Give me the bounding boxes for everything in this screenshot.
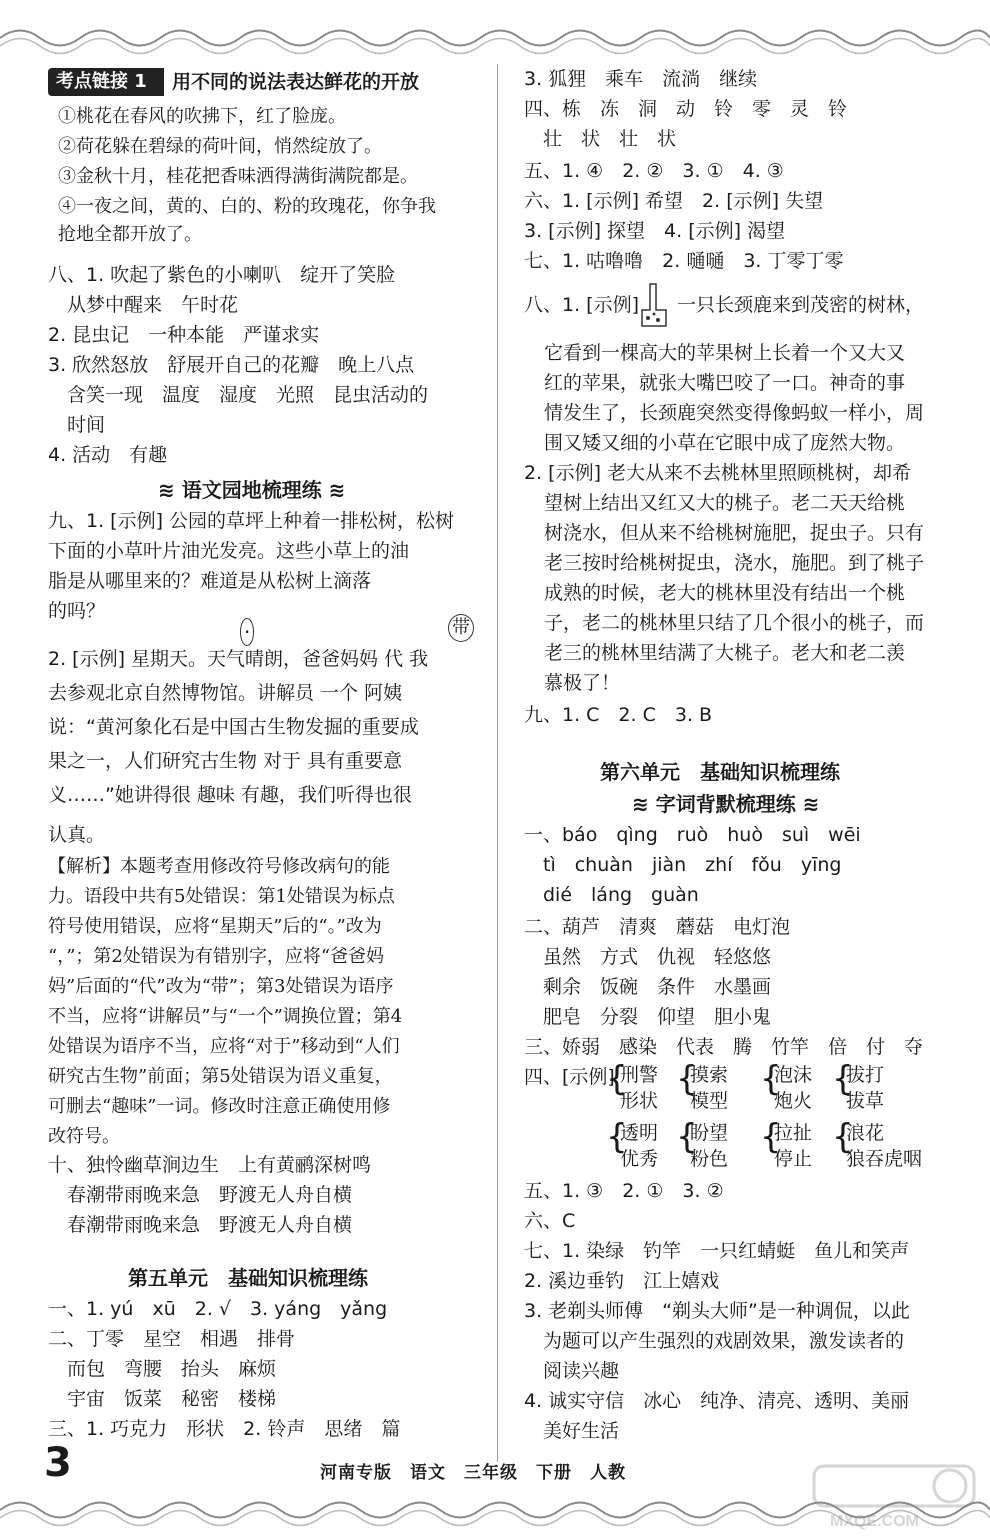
answer-line: 它看到一棵高大的苹果树上长着一个又大又 bbox=[544, 342, 906, 364]
answer-line: 说：“黄河象化石是中国古生物发掘的重要成 bbox=[48, 716, 419, 738]
insert-mark bbox=[240, 618, 254, 646]
answer-line: 五、1. ④ 2. ② 3. ① 4. ③ bbox=[524, 160, 784, 182]
answer-line: 4. 活动 有趣 bbox=[48, 444, 168, 466]
key-point-badge: 考点链接 1 bbox=[48, 68, 164, 96]
section-title: ≋ 字词背默梳理练 ≋ bbox=[632, 792, 820, 816]
answer-line: 果之一，人们研究古生物 对于 具有重要意 bbox=[48, 750, 403, 772]
top-wave-border bbox=[0, 18, 990, 58]
answer-line: 3. 欣然怒放 舒展开自己的花瓣 晚上八点 bbox=[48, 354, 415, 376]
column-divider bbox=[497, 64, 498, 1462]
answer-line: 脂是从哪里来的？难道是从松树上滴落 bbox=[48, 570, 372, 592]
answer-line: 2. [示例] 老大从来不去桃林里照顾桃树，却希 bbox=[524, 462, 912, 484]
handwritten-line: ②荷花躲在碧绿的荷叶间，悄然绽放了。 bbox=[58, 136, 382, 157]
answer-line: 望树上结出又红又大的桃子。老二天天给桃 bbox=[544, 492, 906, 514]
answer-line: 树浇水，但从来不给桃树施肥，捉虫子。只有 bbox=[544, 522, 925, 544]
insert-mark bbox=[448, 614, 474, 642]
pinyin-line: tì chuàn jiàn zhí fǒu yīng bbox=[524, 854, 842, 876]
answer-line: 2. 昆虫记 一种本能 严谨求实 bbox=[48, 324, 320, 346]
answer-line: 二、葫芦 清爽 蘑菇 电灯泡 bbox=[524, 916, 791, 938]
svg-text:MXQE.COM: MXQE.COM bbox=[830, 1513, 919, 1530]
handwritten-line: 抢地全都开放了。 bbox=[58, 224, 202, 245]
analysis-line: 处错误为语序不当，应将“对于”移动到“人们 bbox=[48, 1036, 400, 1057]
answer-line: 六、1. [示例] 希望 2. [示例] 失望 bbox=[524, 190, 824, 212]
page-number: 3 bbox=[44, 1440, 72, 1486]
section-title: ≋ 语文园地梳理练 ≋ bbox=[158, 478, 346, 502]
answer-line: 六、C bbox=[524, 1210, 576, 1232]
answer-line: 红的苹果，就张大嘴巴咬了一口。神奇的事 bbox=[544, 372, 906, 394]
analysis-line: 不当，应将“讲解员”与“一个”调换位置；第4 bbox=[48, 1006, 403, 1027]
answer-line: 二、丁零 星空 相遇 排骨 bbox=[48, 1328, 296, 1350]
poem-line: 春潮带雨晚来急 野渡无人舟自横 bbox=[48, 1214, 353, 1236]
poem-line: 十、独怜幽草涧边生 上有黄鹂深树鸣 bbox=[48, 1154, 372, 1176]
watermark-icon bbox=[810, 1462, 980, 1532]
answer-line: 成熟的时候，老大的桃林里没有结出一个桃 bbox=[544, 582, 906, 604]
handwritten-line: ④一夜之间，黄的、白的、粉的玫瑰花，你争我 bbox=[58, 196, 436, 217]
handwritten-line: ③金秋十月，桂花把香味洒得满街满院都是。 bbox=[58, 166, 418, 187]
answer-line: 2. 溪边垂钓 江上嬉戏 bbox=[524, 1270, 720, 1292]
answer-line: 慕极了！ bbox=[544, 672, 621, 694]
answer-line: 剩余 饭碗 条件 水墨画 bbox=[524, 976, 772, 998]
answer-line: 八、1. 吹起了紫色的小喇叭 绽开了笑脸 bbox=[48, 264, 396, 286]
answer-line: 五、1. ③ 2. ① 3. ② bbox=[524, 1180, 724, 1202]
analysis-line: 可删去“趣味”一词。修改时注意正确使用修 bbox=[48, 1096, 391, 1117]
answer-line: 而包 弯腰 抬头 麻烦 bbox=[48, 1358, 277, 1380]
answer-line: 七、1. 咕噜噜 2. 嗵嗵 3. 丁零丁零 bbox=[524, 250, 844, 272]
answer-line: 情发生了，长颈鹿突然变得像蚂蚁一样小，周 bbox=[544, 402, 925, 424]
analysis-line: 符号使用错误，应将“星期天”后的“。”改为 bbox=[48, 916, 382, 937]
poem-line: 春潮带雨晚来急 野渡无人舟自横 bbox=[48, 1184, 353, 1206]
answer-line: 一、1. yú xū 2. √ 3. yáng yǎng bbox=[48, 1298, 388, 1320]
dot-annotation: · bbox=[240, 618, 254, 646]
answer-line: 老三的桃林里结满了大桃子。老大和老二羡 bbox=[544, 642, 906, 664]
answer-line: 认真。 bbox=[48, 824, 106, 846]
q4-lead: 四、[示例] bbox=[524, 1066, 615, 1088]
unit-title: 第六单元 基础知识梳理练 bbox=[600, 760, 840, 784]
footer-edition: 河南专版 语文 三年级 下册 人教 bbox=[320, 1463, 626, 1483]
dai-annotation: 带 bbox=[448, 614, 474, 642]
answer-line: 美好生活 bbox=[524, 1420, 620, 1442]
answer-line: 的吗？ bbox=[48, 600, 106, 622]
answer-line: 八、1. [示例] 一只长颈鹿来到茂密的树林， bbox=[524, 294, 924, 316]
answer-line: 2. [示例] 星期天。天气晴朗，爸爸妈妈 代 我 bbox=[48, 648, 429, 670]
answer-line: 为题可以产生强烈的戏剧效果，激发读者的 bbox=[524, 1330, 905, 1352]
pinyin-line: 一、báo qìng ruò huò suì wēi bbox=[524, 824, 861, 846]
answer-line: 时间 bbox=[48, 414, 106, 436]
answer-line: 去参观北京自然博物馆。讲解员 一个 阿姨 bbox=[48, 682, 403, 704]
answer-line: 子，老二的桃林里只结了几个很小的桃子，而 bbox=[544, 612, 925, 634]
answer-line: 3. 老剃头师傅 “剃头大师”是一种调侃，以此 bbox=[524, 1300, 910, 1322]
answer-line: 三、娇弱 感染 代表 腾 竹竿 倍 付 夺 bbox=[524, 1036, 924, 1058]
answer-line: 含笑一现 温度 湿度 光照 昆虫活动的 bbox=[48, 384, 429, 406]
analysis-line: 力。语段中共有5处错误：第1处错误为标点 bbox=[48, 886, 395, 907]
answer-line: 义……”她讲得很 趣味 有趣，我们听得也很 bbox=[48, 784, 412, 806]
analysis-line: 【解析】本题考查用修改符号修改病句的能 bbox=[48, 856, 390, 877]
answer-page: 考点链接 1 用不同的说法表达鲜花的开放 ①桃花在春风的吹拂下，红了脸庞。 ②荷花躲在碧绿的荷叶间，悄然绽放了。 ③金秋十月，桂花把香味洒得满街满院都是。 ④一夜之间，黄的、白的、粉的玫瑰花，你争我 抢地全都开放了。 八、1. 吹起了紫色的小喇叭 绽开了笑脸 从梦中醒来 午时花 2. 昆虫记 一种本能 严谨求实 3. 欣然怒放 舒展开自己的花瓣 晚上八点 含笑一现 温度 湿度 光照 昆虫活动的 时间 4. 活动 有趣 ≋ 语文园地梳理练 ≋ 九、1. [示例] 公园的草坪上种着一排松树，松树 下面的小草叶片油光发亮。这些小草上的油 脂是从哪里来的？难道是从松树上滴落 的吗？ · 带 2. [示例] 星期天。天气晴朗，爸爸妈妈 代 我 去参观北京自然博物馆。讲解员 一个 阿姨 说：“黄河象化石是中国古生物发掘的重要成 果之一，人们研究古生物 对于 具有重要意 义……”她讲得很 趣味 有趣，我们听得也很 认真。 【解析】本题考查用修改符号修改病句的能 力。语段中共有5处错误：第1处错误为标点 符号使用错误，应将“星期天”后的“。”改为 “，”；第2处错误为有错别字，应将“爸爸妈 妈”后面的“代”改为“带”；第3处错误为语序 不当，应将“讲解员”与“一个”调换位置；第4 处错误为语序不当，应将“对于”移动到“人们 研究古生物”前面；第5处错误为语义重复， 可删去“趣味”一词。修改时注意正确使用修 改符号。 十、独怜幽草涧边生 上有黄鹂深树鸣 春潮带雨晚来急 野渡无人舟自横 春潮带雨晚来急 野渡无人舟自横 第五单元 基础知识梳理练 一、1. yú xū 2. √ 3. yáng yǎng 二、丁零 星空 相遇 排骨 而包 弯腰 抬头 麻烦 宇宙 饭菜 秘密 楼梯 三、1. 巧克力 形状 2. 铃声 思绪 篇 3. 狐狸 乘车 流淌 继续 四、栋 冻 洞 动 铃 零 灵 铃 壮 状 壮 状 五、1. ④ 2. ② 3. ① 4. ③ 六、1. [示例] 希望 2. [示例] 失望 3. [示例] 探望 4. [示例] 渴望 七、1. 咕噜噜 2. 嗵嗵 3. 丁零丁零 八、1. [示例] 一只长颈鹿来到茂密的树林， 它看到一棵高大的苹果树上长着一个又大又 红的苹果，就张大嘴巴咬了一口。神奇的事 情发生了，长颈鹿突然变得像蚂蚁一样小，周 围又矮又细的小草在它眼中成了庞然大物。 2. [示例] 老大从来不去桃林里照顾桃树，却希 望树上结出又红又大的桃子。老二天天给桃 树浇水，但从来不给桃树施肥，捉虫子。只有 老三按时给桃树捉虫，浇水，施肥。到了桃子 成熟的时候，老大的桃林里没有结出一个桃 子，老二的桃林里只结了几个很小的桃子，而 老三的桃林里结满了大桃子。老大和老二羡 慕极了！ 九、1. C 2. C 3. B 第六单元 基础知识梳理练 ≋ 字词背默梳理练 ≋ 一、báo qìng ruò huò suì wēi tì chuàn jiàn zhí fǒu yīng dié láng guàn 二、葫芦 清爽 蘑菇 电灯泡 虽然 方式 仇视 轻悠悠 剩余 饭碗 条件 水墨画 肥皂 分裂 仰望 胆小鬼 三、娇弱 感染 代表 腾 竹竿 倍 付 夺 四、[示例] { 刑警 形状 { 摸索 模型 { 泡沫 炮火 { 拔打 拔草 { 透明 优秀 { 盼望 粉色 { 拉扯 停止 { 浪花 狼吞虎咽 五、1. ③ 2. ① 3. ② 六、C 七、1. 染绿 钓竿 一只红蜻蜓 鱼儿和笑声 2. 溪边垂钓 江上嬉戏 3. 老剃头师傅 “剃头大师”是一种调侃，以此 为题可以产生强烈的戏剧效果，激发读者的 阅读兴趣 4. 诚实守信 冰心 纯净、清亮、透明、美丽 美好生活 3 河南专版 语文 三年级 下册 人教 MXQE.COM bbox=[0, 0, 990, 1536]
answer-line: 三、1. 巧克力 形状 2. 铃声 思绪 篇 bbox=[48, 1418, 401, 1440]
handwritten-line: ①桃花在春风的吹拂下，红了脸庞。 bbox=[58, 106, 346, 127]
key-point-title: 用不同的说法表达鲜花的开放 bbox=[172, 71, 420, 93]
answer-line: 壮 状 壮 状 bbox=[524, 128, 677, 150]
answer-line: 3. [示例] 探望 4. [示例] 渴望 bbox=[524, 220, 786, 242]
answer-line: 老三按时给桃树捉虫，浇水，施肥。到了桃子 bbox=[544, 552, 925, 574]
answer-line: 下面的小草叶片油光发亮。这些小草上的油 bbox=[48, 540, 410, 562]
answer-line: 九、1. [示例] 公园的草坪上种着一排松树，松树 bbox=[48, 510, 455, 532]
answer-line: 九、1. C 2. C 3. B bbox=[524, 704, 713, 726]
answer-line: 肥皂 分裂 仰望 胆小鬼 bbox=[524, 1006, 772, 1028]
answer-line: 围又矮又细的小草在它眼中成了庞然大物。 bbox=[544, 432, 906, 454]
watermark-logo bbox=[810, 1462, 980, 1532]
unit-title: 第五单元 基础知识梳理练 bbox=[128, 1266, 368, 1290]
answer-line: 七、1. 染绿 钓竿 一只红蜻蜓 鱼儿和笑声 bbox=[524, 1240, 910, 1262]
analysis-line: 改符号。 bbox=[48, 1126, 120, 1147]
answer-line: 四、栋 冻 洞 动 铃 零 灵 铃 bbox=[524, 98, 848, 120]
analysis-line: “，”；第2处错误为有错别字，应将“爸爸妈 bbox=[48, 946, 385, 967]
answer-line: 从梦中醒来 午时花 bbox=[48, 294, 239, 316]
answer-line: 宇宙 饭菜 秘密 楼梯 bbox=[48, 1388, 277, 1410]
answer-line: 4. 诚实守信 冰心 纯净、清亮、透明、美丽 bbox=[524, 1390, 910, 1412]
analysis-line: 研究古生物”前面；第5处错误为语义重复， bbox=[48, 1066, 393, 1087]
answer-line: 3. 狐狸 乘车 流淌 继续 bbox=[524, 68, 758, 90]
answer-line: 虽然 方式 仇视 轻悠悠 bbox=[524, 946, 772, 968]
analysis-line: 妈”后面的“代”改为“带”；第3处错误为语序 bbox=[48, 976, 394, 997]
pinyin-line: dié láng guàn bbox=[524, 884, 699, 906]
answer-line: 阅读兴趣 bbox=[524, 1360, 620, 1382]
